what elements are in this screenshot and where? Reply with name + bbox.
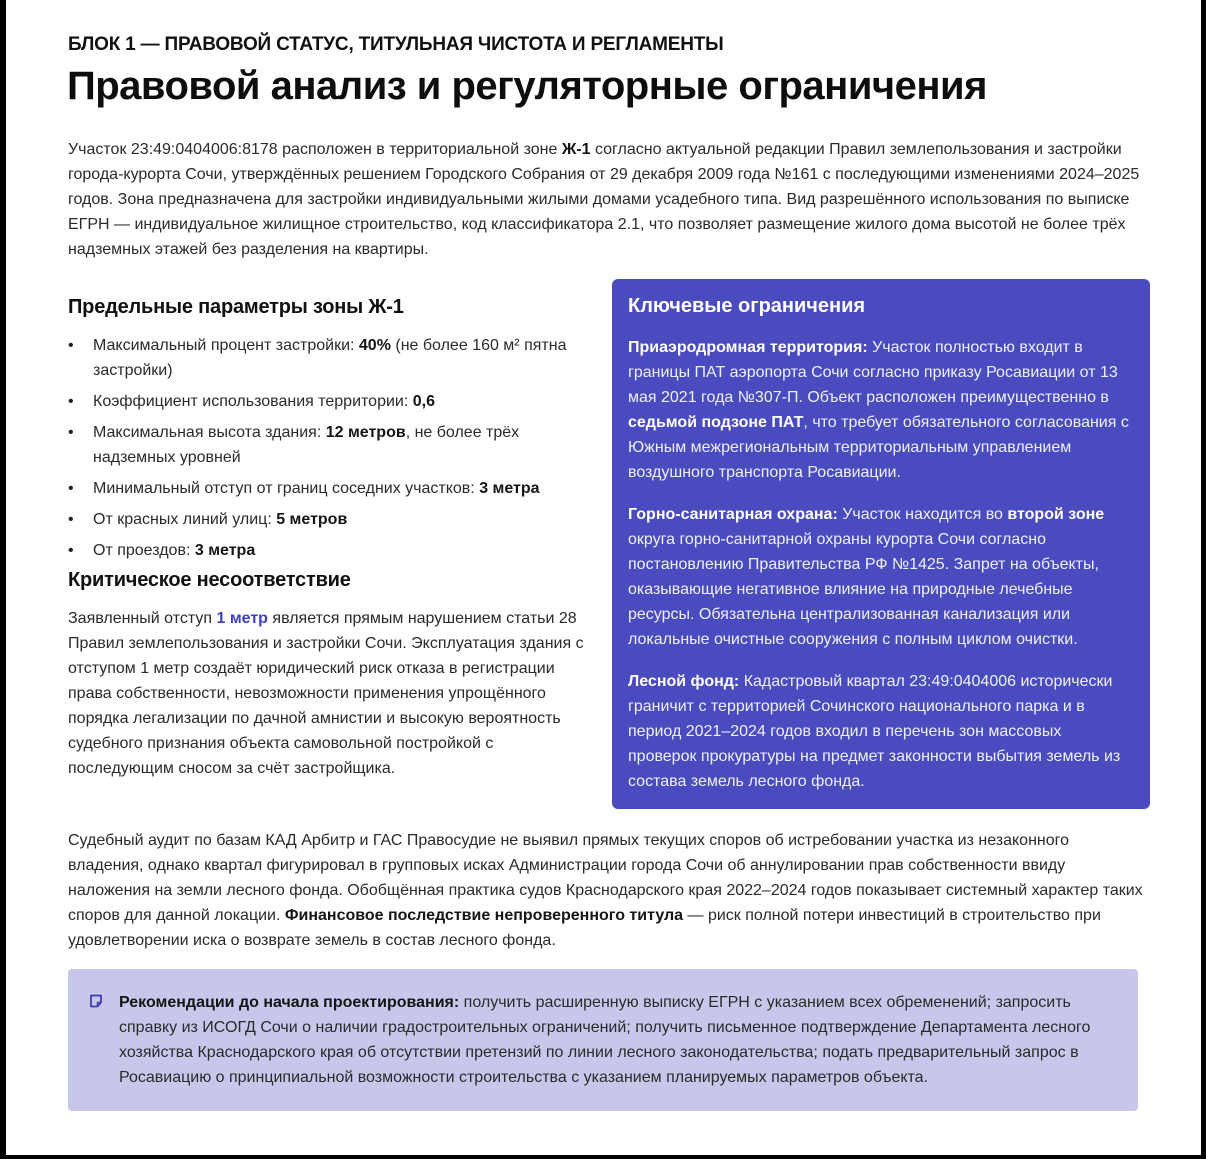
list-item: [68, 420, 588, 470]
restriction-sanitary: [628, 502, 1134, 652]
document-page: [6, 0, 1201, 1155]
page-title: Правовой анализ и регуляторные ограничения: [67, 64, 987, 108]
param-label: От проездов:: [93, 542, 195, 559]
list-item: [68, 476, 588, 501]
param-label: Коэффициент использования территории:: [93, 393, 413, 410]
list-item: [68, 538, 588, 563]
param-note: (не более 160 м² пятна застройки): [93, 337, 567, 379]
audit-text-1: Судебный аудит по базам КАД Арбитр и ГАС Правосудие не выявил прямых текущих споров об истребовании участка из незаконного владения, однако квартал фигурировал в групповых исках Администрации города Сочи об аннулировании прав собственности ввиду наложения на земли лесного фонда. Обобщённая практика судов Краснодарского края 2022–2024 годов показывает системный характер таких споров для данной локации.: [68, 832, 1143, 924]
recommendation-label: Рекомендации до начала проектирования:: [119, 994, 460, 1011]
restriction-emphasis: второй зоне: [1007, 506, 1105, 523]
audit-emphasis: Финансовое последствие непроверенного титула: [284, 907, 684, 924]
restriction-label: Лесной фонд:: [628, 673, 740, 690]
param-value: 3 метра: [194, 542, 256, 559]
restriction-text: округа горно-санитарной охраны курорта Сочи согласно постановлению Правительства РФ №1425. Запрет на объекты, оказывающие негативное влияние на природные лечебные ресурсы. Обязательна централизованная канализация или локальные очистные сооружения с полным циклом очистки.: [628, 531, 1099, 648]
recommendation-body: получить расширенную выписку ЕГРН с указанием всех обременений; запросить справку из ИСОГД Сочи о наличии градостроительных ограничений; получить письменное подтверждение Департамента лесного хозяйства Краснодарского края об отсутствии претензий по линии лесного законодательства; подать предварительный запрос в Росавиацию о принципиальной возможности строительства с указанием планируемых параметров объекта.: [119, 994, 1091, 1086]
note-icon: [89, 994, 103, 1008]
critical-text-2: является прямым нарушением статьи 28 Правил землепользования и застройки Сочи. Эксплуатация здания с отступом 1 метр создаёт юридический риск отказа в регистрации права собственности, невозможности применения упрощённого порядка легализации по дачной амнистии и высокую вероятность судебного признания объекта самовольной постройкой с последующим сносом за счёт застройщика.: [68, 610, 584, 777]
audit-paragraph: [68, 828, 1143, 953]
restriction-label: Приаэродромная территория:: [628, 339, 868, 356]
list-item: [68, 333, 588, 383]
param-label: Минимальный отступ от границ соседних участков:: [93, 480, 480, 497]
restrictions-panel: [612, 279, 1150, 809]
param-label: Максимальная высота здания:: [93, 424, 326, 441]
param-value: 0,6: [412, 393, 435, 410]
window-edge: [1201, 0, 1206, 1159]
param-note: , не более трёх надземных уровней: [93, 424, 520, 466]
restriction-text: , что требует обязательного согласования с Южным межрегиональным территориальным управлением воздушного транспорта Росавиации.: [628, 414, 1129, 481]
restriction-airport: [628, 335, 1134, 485]
recommendation-callout: [68, 969, 1138, 1111]
restriction-text: Участок полностью входит в границы ПАТ аэропорта Сочи согласно приказу Росавиации от 13 мая 2021 года №307-П. Объект расположен преимущественно в: [628, 339, 1118, 406]
param-label: Максимальный процент застройки:: [93, 337, 359, 354]
param-value: 40%: [358, 337, 391, 354]
intro-text-2: согласно актуальной редакции Правил землепользования и застройки города-курорта Сочи, утверждённых решением Городского Собрания от 29 декабря 2009 года №161 с последующими изменениями 2024–2025 годов. Зона предназначена для застройки индивидуальными жилыми домами усадебного типа. Вид разрешённого использования по выписке ЕГРН — индивидуальное жилищное строительство, код классификатора 2.1, что позволяет размещение жилого дома высотой не более трёх надземных этажей без разделения на квартиры.: [68, 141, 1140, 258]
list-item: [68, 389, 588, 414]
section-kicker: БЛОК 1 — ПРАВОВОЙ СТАТУС, ТИТУЛЬНАЯ ЧИСТОТА И РЕГЛАМЕНТЫ: [68, 34, 724, 55]
restriction-text: Кадастровый квартал 23:49:0404006 исторически граничит с территорией Сочинского национального парка и в период 2021–2024 годов входил в перечень зон массовых проверок прокуратуры на предмет законности выбытия земель из состава земель лесного фонда.: [628, 673, 1121, 790]
intro-text-1: Участок 23:49:0404006:8178 расположен в территориальной зоне: [68, 141, 562, 158]
restriction-label: Горно-санитарная охрана:: [628, 506, 838, 523]
recommendation-text: [119, 990, 1118, 1090]
param-value: 12 метров: [325, 424, 406, 441]
critical-highlight: 1 метр: [216, 610, 268, 627]
critical-text-1: Заявленный отступ: [68, 610, 217, 627]
params-list: [68, 333, 588, 563]
intro-paragraph: [68, 137, 1143, 262]
left-column: [68, 296, 588, 781]
params-title: Предельные параметры зоны Ж-1: [68, 296, 404, 318]
param-label: От красных линий улиц:: [93, 511, 277, 528]
restriction-emphasis: седьмой подзоне ПАТ: [628, 414, 804, 431]
critical-paragraph: [68, 606, 588, 781]
param-value: 3 метра: [479, 480, 540, 497]
restriction-text: Участок находится во: [837, 506, 1008, 523]
critical-title: Критическое несоответствие: [68, 569, 351, 591]
param-value: 5 метров: [276, 511, 348, 528]
audit-text-2: — риск полной потери инвестиций в строительство при удовлетворении иска о возврате земель в состав лесного фонда.: [68, 907, 1101, 949]
restrictions-title: Ключевые ограничения: [628, 295, 866, 317]
list-item: [68, 507, 588, 532]
restriction-forest: [628, 669, 1134, 794]
zone-code: Ж-1: [561, 141, 591, 158]
